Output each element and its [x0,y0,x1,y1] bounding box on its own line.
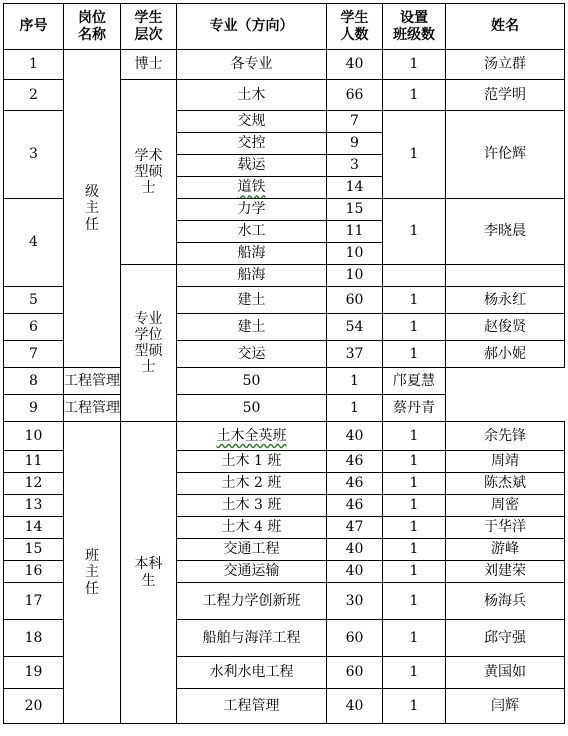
major-cell: 船海 [177,243,327,265]
header-position: 岗位 名称 [64,4,121,50]
major-cell: 工程管理 [64,368,121,395]
classes-cell: 1 [327,368,383,395]
students-cell: 14 [327,177,383,199]
seq-cell: 15 [4,539,64,561]
seq-cell: 14 [4,517,64,539]
students-cell: 10 [327,265,383,287]
classes-cell: 1 [383,50,446,80]
table-row [4,395,565,422]
seq-cell: 12 [4,473,64,495]
major-cell: 载运 [177,155,327,177]
name-cell: 邱守强 [446,620,565,657]
seq-cell: 11 [4,451,64,473]
students-cell: 50 [177,368,327,395]
major-cell: 工程力学创新班 [177,583,327,620]
position-grade-head: 级 主 任 [64,50,121,368]
major-cell: 力学 [177,199,327,221]
name-cell: 杨海兵 [446,583,565,620]
table-row [4,422,565,451]
students-cell: 60 [327,620,383,657]
students-cell: 11 [327,221,383,243]
classes-cell: 1 [383,657,446,689]
major-cell: 交规 [177,111,327,133]
seq-cell: 3 [4,111,64,199]
classes-cell: 1 [383,341,446,368]
classes-cell: 1 [327,395,383,422]
students-cell: 50 [177,395,327,422]
name-cell-empty [446,265,565,287]
seq-cell: 6 [4,314,64,341]
name-cell: 刘建荣 [446,561,565,583]
header-name: 姓名 [446,4,565,50]
students-cell: 7 [327,111,383,133]
classes-cell: 1 [383,583,446,620]
seq-cell: 5 [4,287,64,314]
name-cell: 郝小妮 [446,341,565,368]
name-cell: 游峰 [446,539,565,561]
name-cell: 余先锋 [446,422,565,451]
seq-cell: 1 [4,50,64,80]
level-doctor: 博士 [121,50,177,80]
classes-cell: 1 [383,199,446,265]
level-academic-master: 学术 型硕 士 [121,80,177,265]
classes-cell: 1 [383,111,446,199]
classes-cell: 1 [383,473,446,495]
name-cell: 周密 [446,495,565,517]
header-classes: 设置 班级数 [383,4,446,50]
students-cell: 60 [327,287,383,314]
major-cell: 各专业 [177,50,327,80]
name-cell: 赵俊贤 [446,314,565,341]
major-cell: 建土 [177,314,327,341]
students-cell: 3 [327,155,383,177]
major-cell: 交运 [177,341,327,368]
major-cell: 建土 [177,287,327,314]
name-cell: 闫辉 [446,689,565,724]
classes-cell-empty [383,265,446,287]
seq-cell: 18 [4,620,64,657]
name-cell: 陈杰斌 [446,473,565,495]
students-cell: 60 [327,657,383,689]
name-cell: 许伦辉 [446,111,565,199]
major-cell: 土木 4 班 [177,517,327,539]
students-cell: 40 [327,422,383,451]
name-cell: 杨永红 [446,287,565,314]
name-cell: 黄国如 [446,657,565,689]
classes-cell: 1 [383,451,446,473]
major-cell: 土木 3 班 [177,495,327,517]
seq-cell: 9 [4,395,64,422]
students-cell: 9 [327,133,383,155]
seq-cell: 10 [4,422,64,451]
major-cell: 土木 2 班 [177,473,327,495]
major-cell: 船舶与海洋工程 [177,620,327,657]
students-cell: 15 [327,199,383,221]
classes-cell: 1 [383,620,446,657]
level-professional-master: 专业 学位 型硕 士 [121,265,177,422]
students-cell: 40 [327,539,383,561]
name-cell: 邝夏慧 [383,368,446,395]
major-cell: 交控 [177,133,327,155]
students-cell: 37 [327,341,383,368]
major-cell: 交通运输 [177,561,327,583]
classes-cell: 1 [383,287,446,314]
classes-cell: 1 [383,539,446,561]
table-row [4,50,565,80]
seq-cell: 13 [4,495,64,517]
major-cell: 交通工程 [177,539,327,561]
name-cell: 范学明 [446,80,565,111]
seq-cell: 19 [4,657,64,689]
classes-cell: 1 [383,422,446,451]
students-cell: 46 [327,473,383,495]
students-cell: 47 [327,517,383,539]
students-cell: 30 [327,583,383,620]
classes-cell: 1 [383,314,446,341]
classes-cell: 1 [383,80,446,111]
name-cell: 于华洋 [446,517,565,539]
major-cell: 土木 [177,80,327,111]
table-row [4,368,565,395]
classes-cell: 1 [383,689,446,724]
classes-cell: 1 [383,517,446,539]
seq-cell: 7 [4,341,64,368]
classes-cell: 1 [383,561,446,583]
major-cell: 土木 1 班 [177,451,327,473]
major-cell: 工程管理 [177,689,327,724]
header-seq: 序号 [4,4,64,50]
header-row [4,4,565,50]
students-cell: 40 [327,50,383,80]
classes-cell: 1 [383,495,446,517]
name-cell: 汤立群 [446,50,565,80]
name-cell: 李晓晨 [446,199,565,265]
seq-cell: 8 [4,368,64,395]
students-cell: 10 [327,243,383,265]
seq-cell: 16 [4,561,64,583]
major-cell: 船海 [177,265,327,287]
level-undergrad: 本科 生 [121,422,177,724]
students-cell: 54 [327,314,383,341]
seq-cell: 4 [4,199,64,287]
header-major: 专业（方向） [177,4,327,50]
major-cell: 工程管理 [64,395,121,422]
header-students: 学生 人数 [327,4,383,50]
seq-cell: 20 [4,689,64,724]
major-cell: 水利水电工程 [177,657,327,689]
staff-assignment-table [3,3,565,724]
students-cell: 46 [327,495,383,517]
seq-cell: 2 [4,80,64,111]
name-cell: 周靖 [446,451,565,473]
name-cell: 蔡丹青 [383,395,446,422]
students-cell: 46 [327,451,383,473]
seq-cell: 17 [4,583,64,620]
students-cell: 66 [327,80,383,111]
header-level: 学生 层次 [121,4,177,50]
students-cell: 40 [327,561,383,583]
major-cell: 道铁 [177,177,327,199]
students-cell: 40 [327,689,383,724]
major-cell: 土木全英班 [177,422,327,451]
position-class-head: 班 主 任 [64,422,121,724]
major-cell: 水工 [177,221,327,243]
